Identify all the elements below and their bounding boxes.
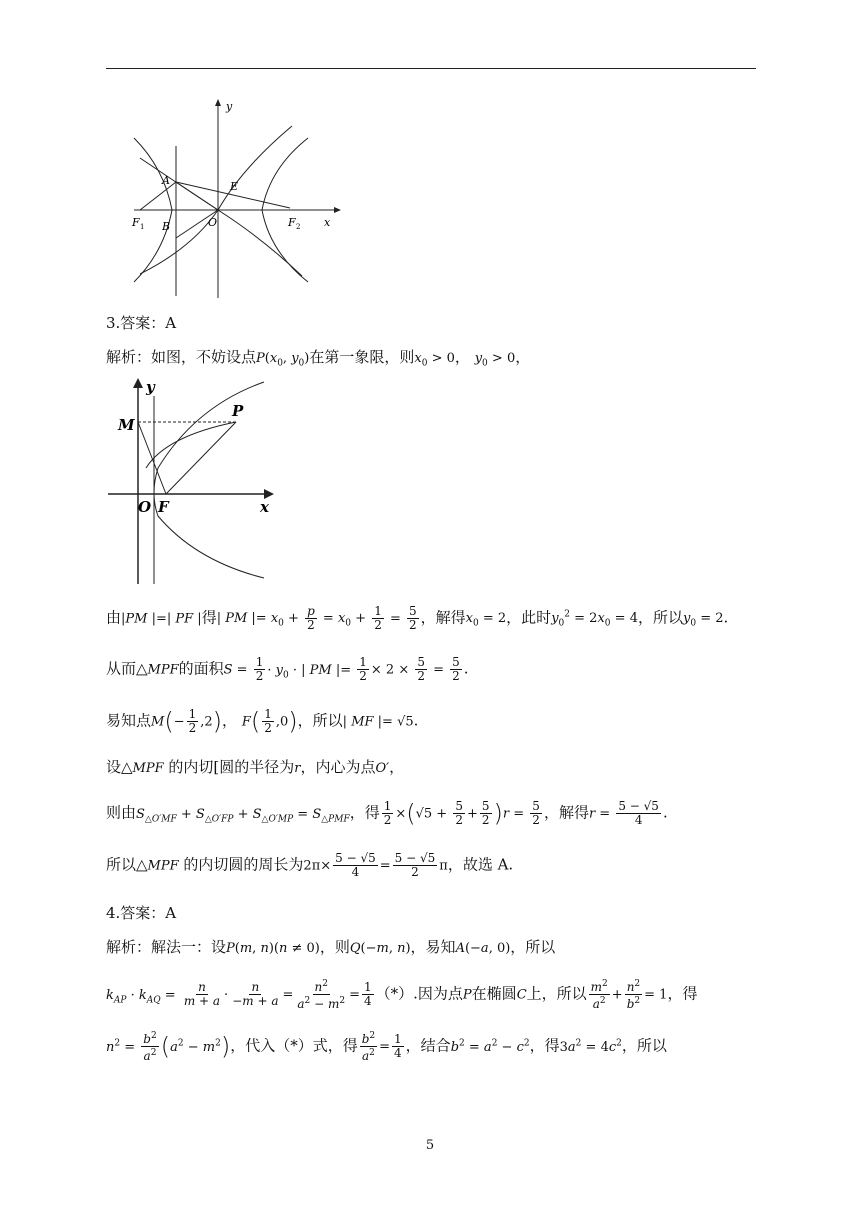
point-f1-label: F — [132, 216, 140, 229]
answer-3: 3.答案：A — [106, 314, 177, 332]
q3-line-1: 解析：如图，不妨设点$P(x_0$, $y_0$)在第一象限，则$x_0 > 0$， $y_0 > 0$， — [106, 348, 531, 369]
point-b-label: B — [162, 220, 171, 233]
point-m-label: M — [118, 416, 135, 434]
focus-f-label: F — [158, 498, 169, 516]
q4-line-3: $n^2$ = $\frac{b^2}{a^2}$ $(a^2 - m^2)$，代入（*）式，得 $\frac{b^2}{a^2}$ = $\frac{1}{4}$ ，结合$b^2 = a^2 - c^2$，得$3a^2 = 4c^2$，所以 — [106, 1031, 667, 1063]
point-f1-sub: 1 — [140, 223, 145, 231]
point-f2-sub: 2 — [296, 223, 301, 231]
x-axis-label: x — [260, 498, 269, 516]
point-a-label: A — [162, 174, 170, 187]
q3-line-4: 易知点M(− $\frac{1}{2}$ ,2)， F( $\frac{1}{2}$ ,0)，所以| MF |= √5. — [106, 707, 419, 736]
answer-4: 4.答案：A — [106, 904, 177, 922]
hyperbola-figure — [112, 98, 342, 300]
q4-line-1: 解析：解法一：设P(m, n)(n ≠ 0)，则Q(−m, n)，易知A(−a, 0)，所以 — [106, 938, 556, 956]
q3-line-5: 设△MPF 的内切[圆的半径为r，内心为点O′， — [106, 758, 405, 776]
parabola-figure — [106, 376, 286, 586]
header-rule — [106, 68, 756, 69]
y-axis-label: y — [226, 100, 233, 113]
origin-label: O — [138, 498, 152, 516]
point-p-label: P — [232, 402, 244, 420]
q3-line-2: 由|PM |=| PF |得| PM |= $x_0$ + $\frac{p}{2}$ = $x_0$ + $\frac{1}{2}$ = $\frac{5}{2}$ ，解得$x_0 = 2$，此时$y_0^2 = 2x_0 = 4$，所以$y_0 = 2$. — [106, 603, 729, 632]
q3-line-7: 所以△MPF 的内切圆的周长为2π× $\frac{5 - √5}{4}$ = $\frac{5 - √5}{2}$ π，故选 A. — [106, 851, 514, 879]
y-axis-label: y — [146, 378, 155, 396]
x-axis-label: x — [324, 216, 331, 229]
q4-line-2: $k_{AP} \cdot k_{AQ}$ = $\frac{n}{m + a}$ · $\frac{n}{-m + a}$ = $\frac{n^2}{a^2 - m^2}$ = $\frac{1}{4}$ （*）.因为点P在椭圆C上，所以 $\frac{m^2}{a^2}$ + $\frac{n^2}{b^2}$ = 1，得 — [106, 979, 698, 1011]
page-number: 5 — [425, 1138, 435, 1153]
q3-line-3: 从而△MPF的面积S = $\frac{1}{2}$ · $y_0$ · | PM |= $\frac{1}{2}$ × 2 × $\frac{5}{2}$ = $\frac{5}{2}$ . — [106, 655, 469, 683]
origin-label: O — [208, 216, 218, 229]
point-f2-label: F — [288, 216, 296, 229]
point-e-label: E — [230, 180, 239, 193]
q3-line-6: 则由$S_{\triangle O'MF} + S_{\triangle O'FP} + S_{\triangle O'MP} = S_{\triangle PMF}$，得 $\frac{1}{2}$ ×(√5 + $\frac{5}{2}$ + $\frac{5}{2}$ )r = $\frac{5}{2}$ ，解得r = $\frac{5 - √5}{4}$ . — [106, 799, 668, 828]
